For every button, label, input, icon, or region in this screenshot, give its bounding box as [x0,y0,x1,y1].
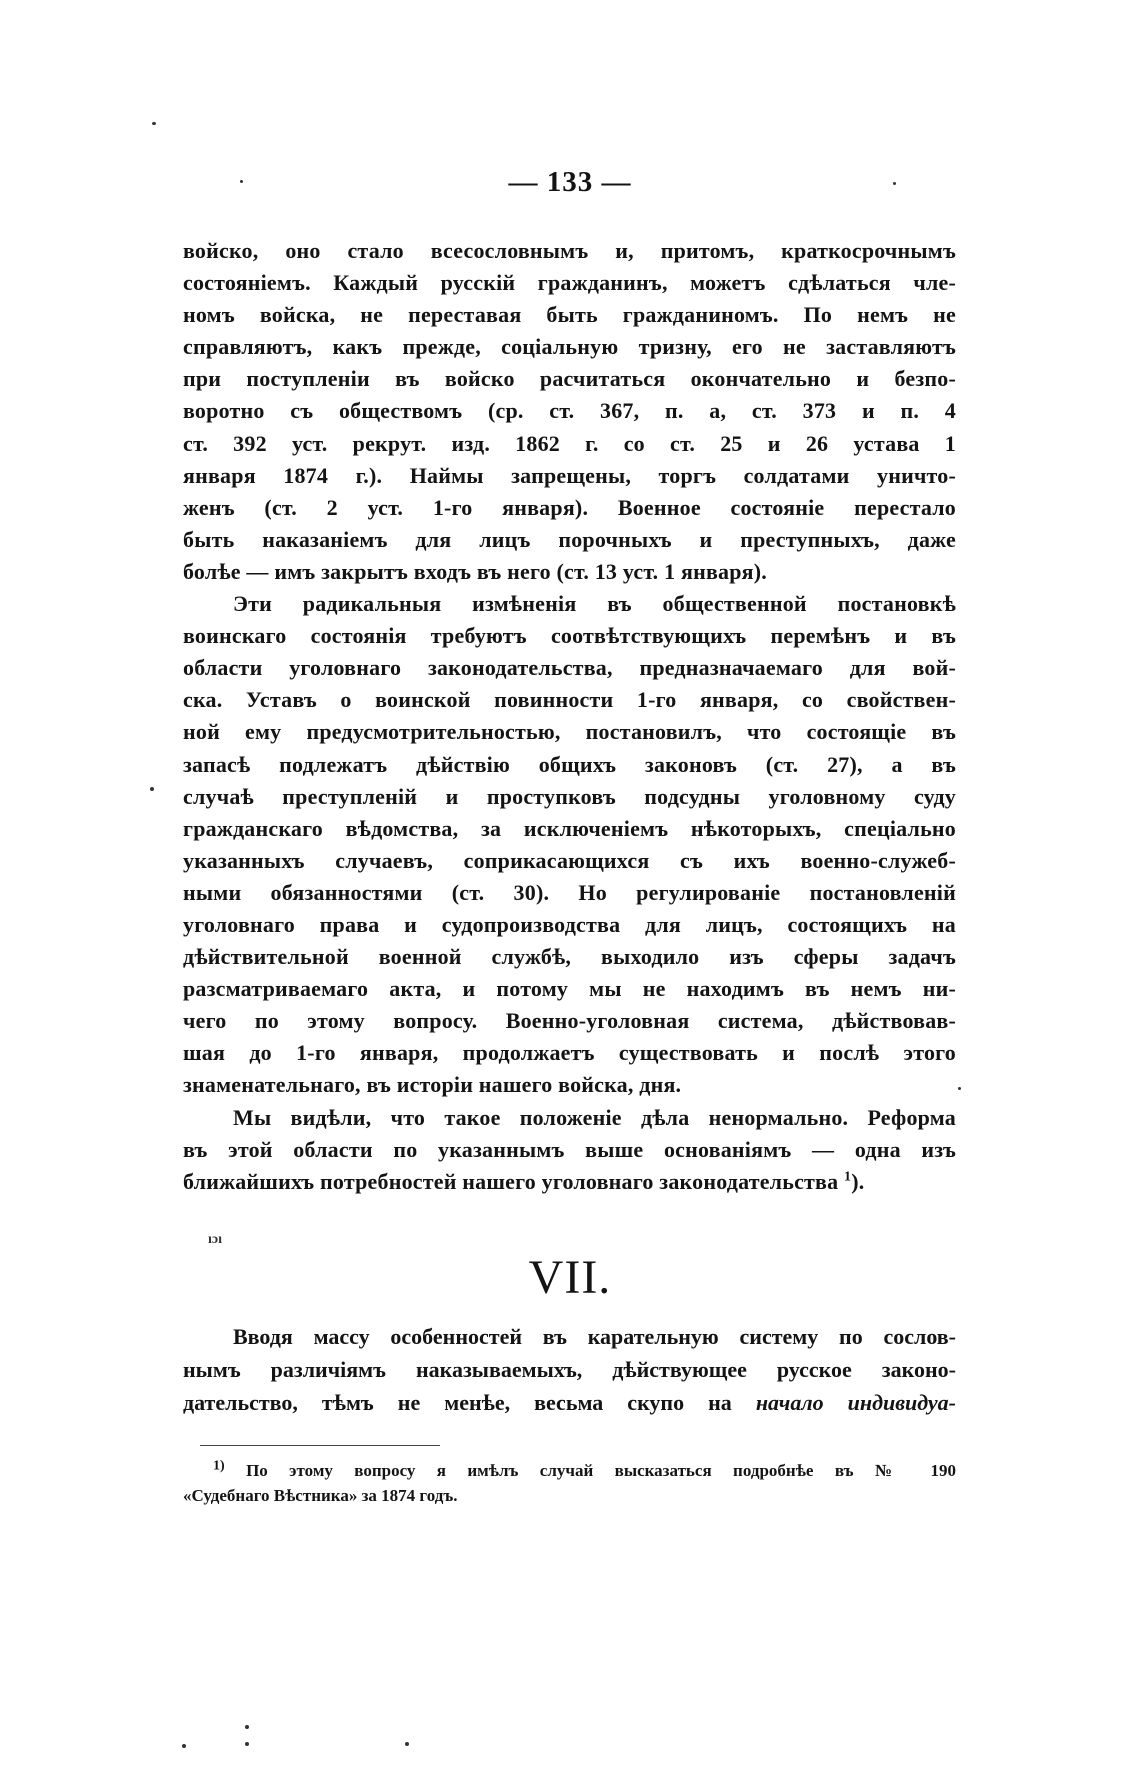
text-line: области уголовнаго законодательства, предназначаемаго для вой- [183,655,956,681]
main-text [183,235,956,1198]
italic-text: начало индивидуа- [755,1390,956,1415]
text-line: уголовнаго права и судопроизводства для лицъ, состоящихъ на [183,911,956,937]
footnote-divider [200,1445,440,1446]
text-line: чего по этому вопросу. Военно-уголовная система, дѣйствовав- [183,1008,956,1034]
text-line: Мы видѣли, что такое положеніе дѣла ненормально. Реформа [233,1104,956,1130]
text-line: запасѣ подлежатъ дѣйствію общихъ законовъ (ст. 27), а въ [183,751,956,777]
text-line: воротно съ обществомъ (ср. ст. 367, п. а, ст. 373 и п. 4 [183,398,956,424]
text-line [183,1386,956,1419]
text-line-content: ближайшихъ потребностей нашего уголовнаго законодательства [183,1168,839,1194]
text-line: шая до 1-го января, продолжаетъ существовать и послѣ этого [183,1040,956,1066]
text-line: ной ему предусмотрительностью, постановилъ, что состоящіе въ [183,719,956,745]
footnote [183,1458,956,1508]
footnote-text: По этому вопросу я имѣлъ случай высказаться подробнѣе въ № 190 [246,1461,956,1480]
section-heading: VII. [528,1251,612,1304]
text-line [183,1166,956,1198]
text-line: ными обязанностями (ст. 30). Но регулированіе постановленій [183,879,956,905]
page-number: — 133 — [508,166,632,198]
line-tail: ). [851,1168,865,1194]
scan-speck [150,787,154,791]
text-line: войско, оно стало всесословнымъ и, притомъ, краткосрочнымъ [183,238,956,263]
text-line: гражданскаго вѣдомства, за исключеніемъ нѣкоторыхъ, спеціально [183,815,956,841]
scan-speck [182,1744,186,1748]
text-line-content: дательство, тѣмъ не менѣе, весьма скупо на [183,1390,732,1415]
text-line: Эти радикальныя измѣненія въ общественной постановкѣ [233,591,956,617]
text-line: женъ (ст. 2 уст. 1-го января). Военное состояніе перестало [183,494,956,520]
text-line: Вводя массу особенностей въ карательную систему по сослов- [233,1324,956,1349]
footnote-line [183,1458,956,1483]
section-text [183,1320,956,1419]
scan-speck [240,180,243,183]
text-line: случаѣ преступленій и проступковъ подсудны уголовному суду [183,783,956,809]
scan-speck [893,182,896,185]
text-line: номъ войска, не переставая быть гражданиномъ. По немъ не [183,302,956,328]
text-line: состояніемъ. Каждый русскій гражданинъ, можетъ сдѣлаться чле- [183,270,956,296]
scan-speck [245,1742,249,1746]
text-line: января 1874 г.). Наймы запрещены, торгъ солдатами уничто- [183,462,956,488]
margin-mark: ıɔı [208,1232,222,1247]
scan-speck [152,122,156,125]
text-line: дѣйствительной военной службѣ, выходило изъ сферы задачъ [183,944,956,970]
text-line: болѣе — имъ закрытъ входъ въ него (ст. 13 уст. 1 января). [183,558,767,584]
text-line: ст. 392 уст. рекрут. изд. 1862 г. со ст. 25 и 26 устава 1 [183,430,956,456]
scan-speck [245,1725,249,1729]
footnote-reference[interactable]: 1 [844,1169,852,1185]
footnote-marker: 1) [213,1458,225,1474]
text-line: указанныхъ случаевъ, соприкасающихся съ ихъ военно-служеб- [183,847,956,873]
text-line: быть наказаніемъ для лицъ порочныхъ и преступныхъ, даже [183,526,956,552]
text-line: справляютъ, какъ прежде, соціальную тризну, его не заставляютъ [183,334,956,360]
text-line: при поступленіи въ войско расчитаться окончательно и безпо- [183,366,956,392]
text-line: разсматриваемаго акта, и потому мы не находимъ въ немъ ни- [183,976,956,1002]
scan-speck [405,1742,409,1746]
text-line: въ этой области по указаннымъ выше основаніямъ — одна изъ [183,1136,956,1162]
text-line: знаменательнаго, въ исторіи нашего войска, дня. [183,1072,682,1098]
text-line: воинскаго состоянія требуютъ соотвѣтствующихъ перемѣнъ и въ [183,623,956,649]
text-line: ска. Уставъ о воинской повинности 1-го января, со свойствен- [183,687,956,713]
text-line: нымъ различіямъ наказываемыхъ, дѣйствующее русское законо- [183,1357,956,1382]
scan-speck [958,1087,961,1090]
footnote-line: «Судебнаго Вѣстника» за 1874 годъ. [183,1486,458,1505]
